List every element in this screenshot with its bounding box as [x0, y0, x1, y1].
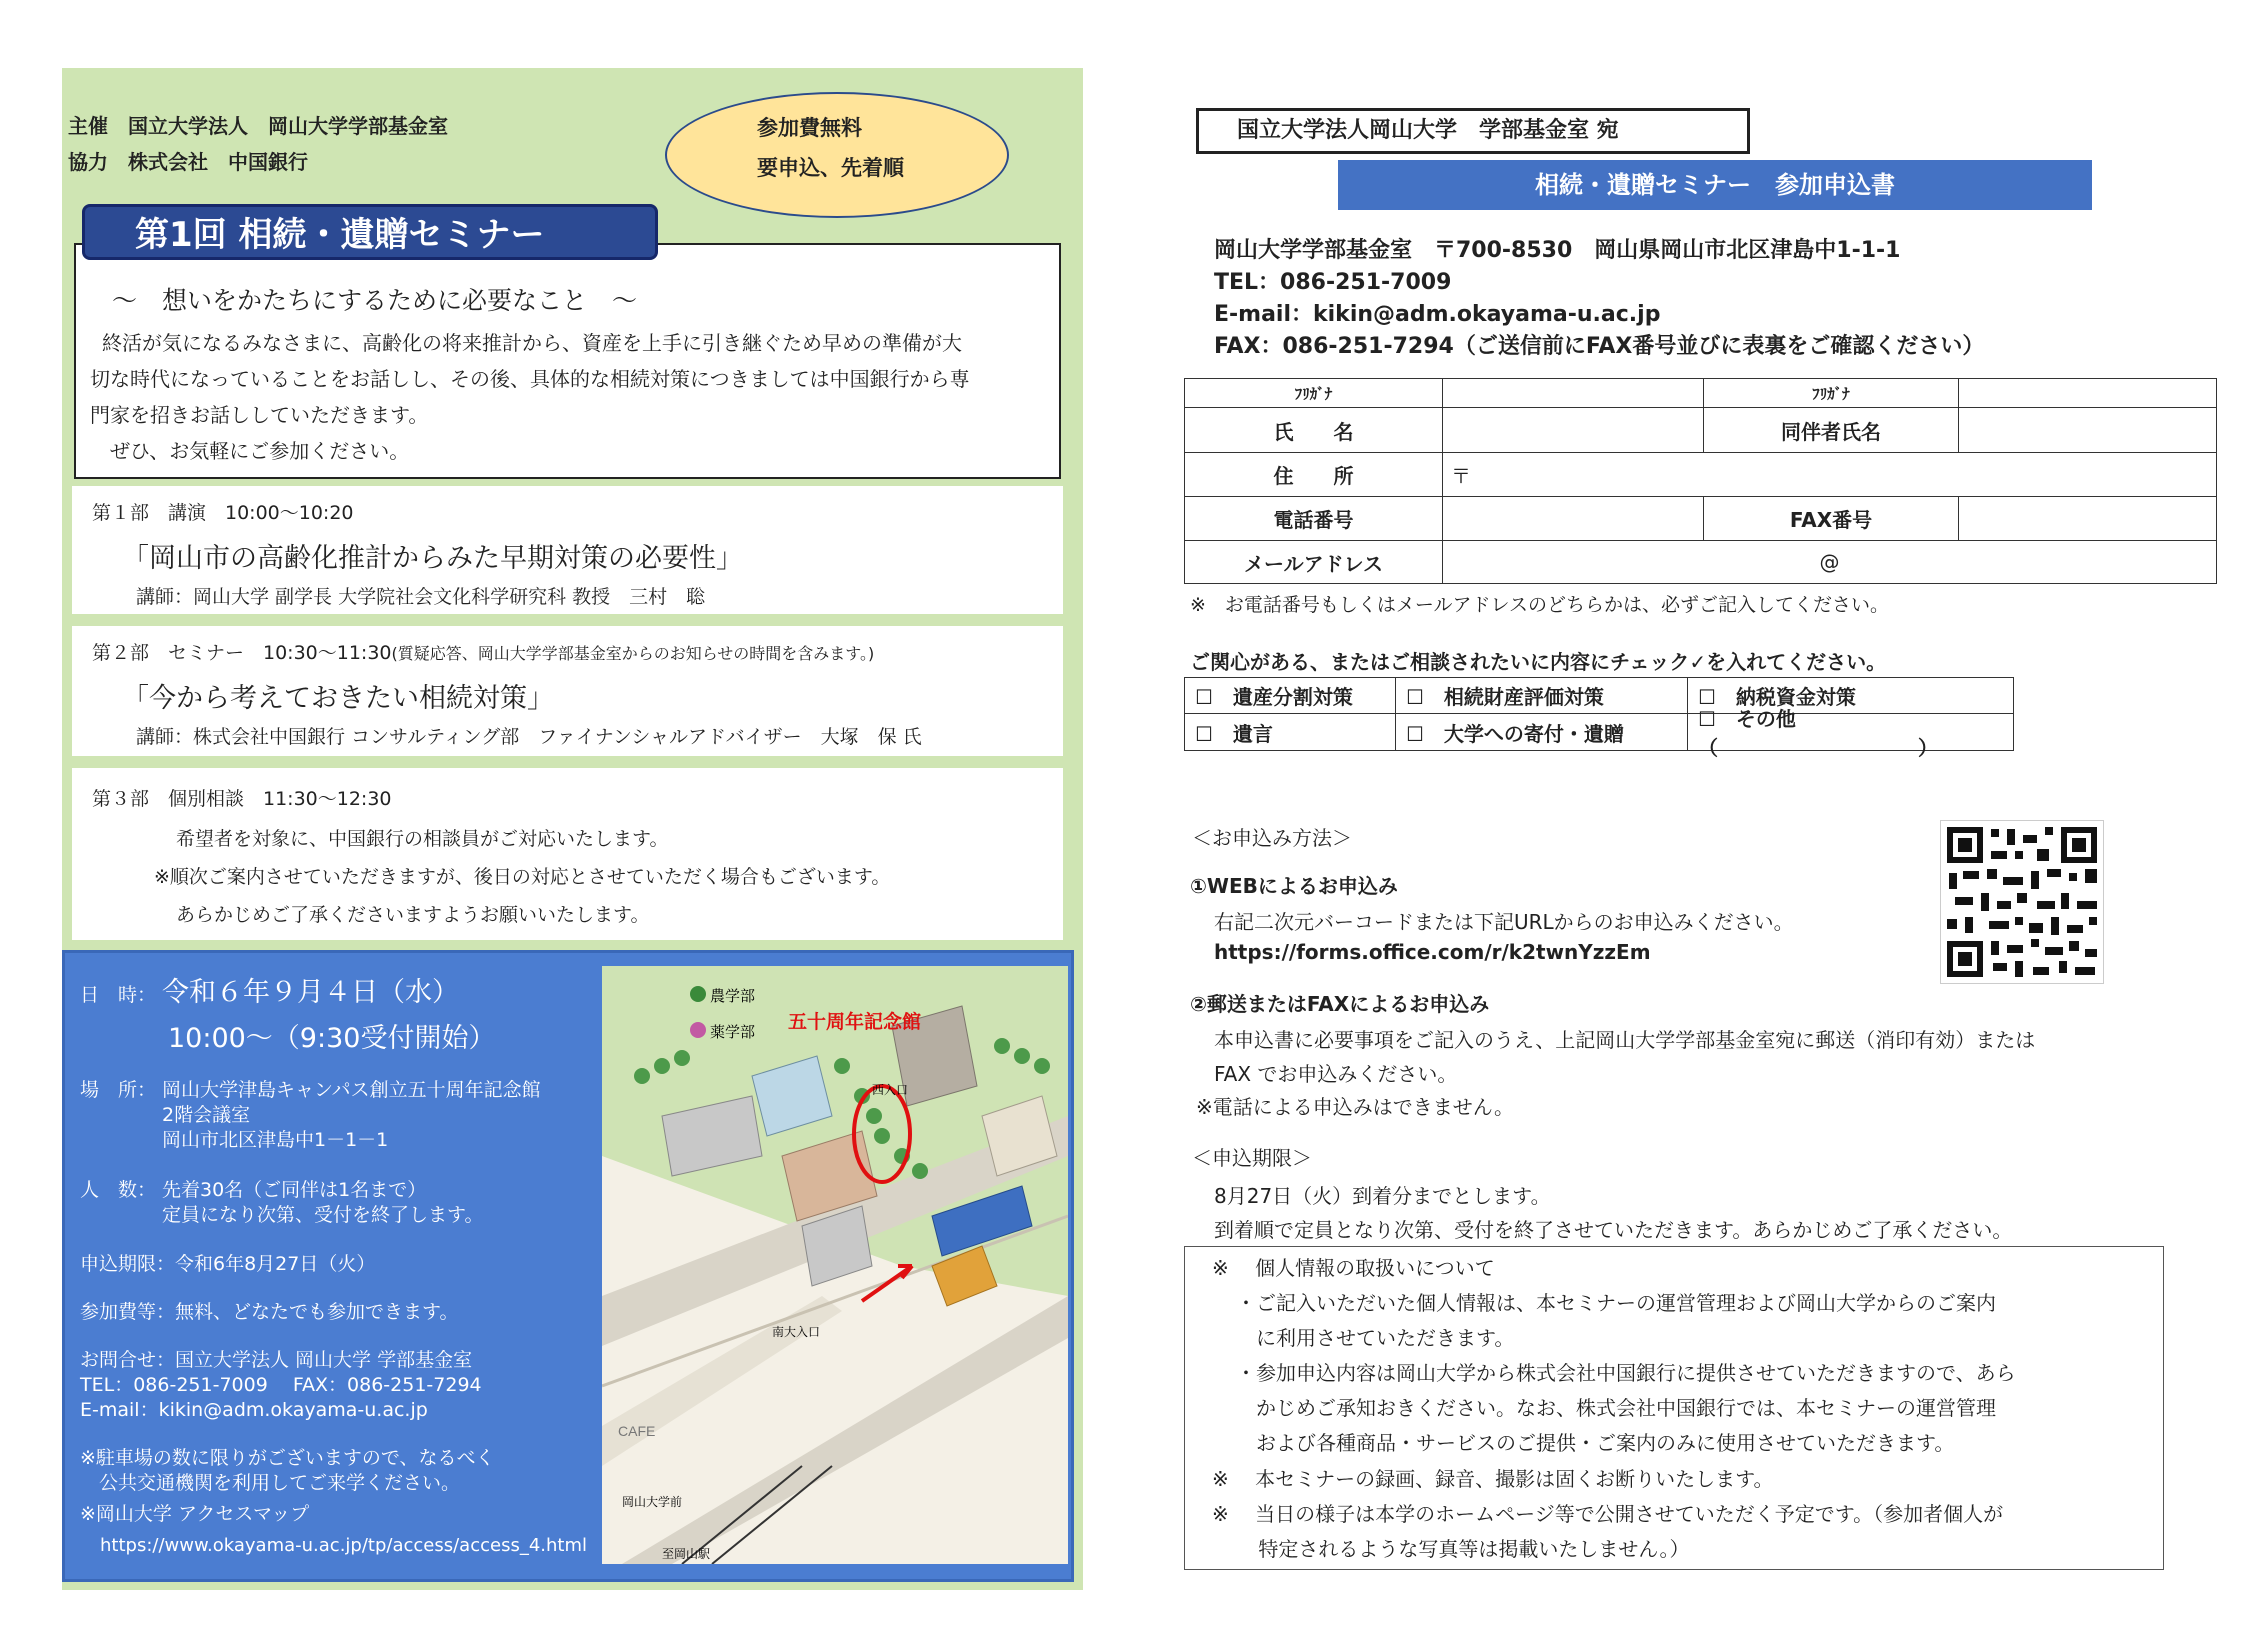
deadline-line-2: 到着順で定員となり次第、受付を終了させていただきます。あらかじめご了承ください。 [1214, 1218, 2013, 1242]
table-note: ※ お電話番号もしくはメールアドレスのどちらかは、必ずご記入してください。 [1190, 594, 1889, 616]
companion-label: 同伴者氏名 [1703, 407, 1959, 453]
checkbox-other[interactable]: ☐ その他（ ） [1687, 713, 2014, 751]
privacy-line-4: ・参加申込内容は岡山大学から株式会社中国銀行に提供させていただきますので、あら [1236, 1361, 2016, 1385]
contact-line-3: E-mail：kikin@adm.okayama-u.ac.jp [80, 1399, 428, 1421]
form-contact-line-2: TEL：086-251-7009 [1214, 270, 1452, 295]
parking-line-2: 公共交通機関を利用してご来学ください。 [80, 1472, 461, 1494]
place-line-2: 2階会議室 [162, 1104, 251, 1126]
interest-heading: ご関心がある、またはご相談されたいに内容にチェック✓を入れてください。 [1190, 650, 1887, 674]
qr-code[interactable] [1940, 820, 2104, 984]
form-contact-line-1: 岡山大学学部基金室 〒700-8530 岡山県岡山市北区津島中1-1-1 [1214, 238, 1901, 263]
companion-furigana-label: ﾌﾘｶﾞﾅ [1703, 378, 1959, 408]
capacity-line-1: 先着30名（ご同伴は1名まで） [162, 1179, 427, 1201]
checkbox-inheritance-division[interactable]: ☐ 遺産分割対策 [1184, 677, 1396, 714]
address-label: 住 所 [1184, 452, 1443, 497]
name-input[interactable] [1442, 407, 1704, 453]
web-heading: ①WEBによるお申込み [1190, 874, 1398, 898]
seminar-title: 第1回 相続・遺贈セミナー [82, 204, 658, 260]
cooperation-text: 協力 株式会社 中国銀行 [68, 150, 308, 174]
intro-box [74, 243, 1061, 479]
part3-section [72, 768, 1063, 940]
furigana-label: ﾌﾘｶﾞﾅ [1184, 378, 1443, 408]
badge-line-1: 参加費無料 [757, 116, 862, 140]
part1-section [72, 486, 1063, 614]
access-url[interactable]: https://www.okayama-u.ac.jp/tp/access/access_4.html [100, 1535, 588, 1556]
campus-map-drawing [602, 966, 1068, 1564]
part2-time-note: (質疑応答、岡山大学学部基金室からのお知らせの時間を含みます。) [391, 644, 875, 663]
contact-line-1: お問合せ：国立大学法人 岡山大学 学部基金室 [80, 1349, 473, 1371]
place-line-3: 岡山市北区津島中1－1－1 [162, 1129, 389, 1151]
map-label-bottom: 至岡山駅 [662, 1547, 711, 1561]
phone-input[interactable] [1442, 496, 1704, 541]
email-input[interactable]: @ [1442, 540, 2217, 584]
fax-input[interactable] [1958, 496, 2217, 541]
mail-line-2: FAX でお申込みください。 [1214, 1062, 1458, 1086]
address-to-box: 国立大学法人岡山大学 学部基金室 宛 [1196, 108, 1750, 154]
intro-line-3: 門家を招きお話ししていただきます。 [90, 403, 429, 427]
part2-heading: 「今から考えておきたい相続対策」 [122, 683, 554, 714]
checkbox-tax-funds[interactable]: ☐ 納税資金対策 [1687, 677, 2014, 714]
web-text: 右記二次元バーコードまたは下記URLからのお申込みください。 [1214, 910, 1794, 934]
privacy-line-2: ・ご記入いただいた個人情報は、本セミナーの運営管理および岡山大学からのご案内 [1236, 1291, 1996, 1315]
capacity-line-2: 定員になり次第、受付を終了します。 [162, 1204, 484, 1226]
mail-line-1: 本申込書に必要事項をご記入のうえ、上記岡山大学学部基金室宛に郵送（消印有効）または [1214, 1028, 2036, 1052]
intro-line-4: ぜひ、お気軽にご参加ください。 [90, 439, 410, 463]
campus-map [602, 966, 1068, 1564]
date-label: 日 時： [80, 984, 157, 1006]
intro-line-2: 切な時代になっていることをお話しし、その後、具体的な相続対策につきましては中国銀行から専 [90, 367, 970, 391]
form-contact-line-4: FAX：086-251-7294（ご送信前にFAX番号並びに表裏をご確認ください） [1214, 334, 1985, 359]
address-input[interactable]: 〒 [1442, 452, 2217, 497]
time-value: 10:00～（9:30受付開始） [168, 1023, 496, 1054]
part3-line-1: 希望者を対象に、中国銀行の相談員がご対応いたします。 [176, 828, 669, 850]
deadline-heading: ＜申込期限＞ [1192, 1146, 1312, 1170]
part2-speaker: 講師：株式会社中国銀行 コンサルティング部 ファイナンシャルアドバイザー 大塚 保 氏 [136, 726, 922, 748]
map-label-hall: 五十周年記念館 [788, 1012, 922, 1033]
seminar-subtitle: ～ 想いをかたちにするために必要なこと ～ [112, 286, 638, 315]
place-line-1: 岡山大学津島キャンパス創立五十周年記念館 [162, 1079, 541, 1101]
intro-line-1: 終活が気になるみなさまに、高齢化の将来推計から、資産を上手に引き継ぐため早めの準備が大 [82, 331, 962, 355]
contact-line-2: TEL：086-251-7009 FAX：086-251-7294 [80, 1374, 482, 1396]
mail-line-3: ※電話による申込みはできません。 [1196, 1095, 1514, 1119]
web-url[interactable]: https://forms.office.com/r/k2twnYzzEm [1214, 940, 1651, 964]
privacy-line-1: ※ 個人情報の取扱いについて [1212, 1256, 1495, 1280]
privacy-line-9: 特定されるような写真等は掲載いたしません。） [1212, 1537, 1690, 1561]
privacy-line-8: ※ 当日の様子は本学のホームページ等で公開させていただく予定です。（参加者個人が [1212, 1502, 2004, 1526]
map-label-yakugaku: 薬学部 [710, 1024, 756, 1041]
map-label-entrance: 西入口 [872, 1083, 909, 1097]
companion-furigana-input[interactable] [1958, 378, 2217, 408]
capacity-label: 人 数： [80, 1179, 157, 1201]
furigana-input[interactable] [1442, 378, 1704, 408]
free-admission-badge [665, 92, 1009, 218]
method-heading: ＜お申込み方法＞ [1192, 826, 1352, 850]
part3-time: 第３部 個別相談 11:30～12:30 [92, 788, 392, 810]
qr-code-image [1941, 821, 2103, 983]
part2-time [92, 638, 874, 665]
form-title: 相続・遺贈セミナー 参加申込書 [1338, 160, 2092, 210]
map-label-south-gate: 南大入口 [772, 1325, 821, 1339]
part1-time: 第１部 講演 10:00～10:20 [92, 502, 354, 524]
badge-line-2: 要申込、先着順 [757, 156, 904, 180]
part2-section [72, 626, 1063, 756]
part3-line-3: あらかじめご了承くださいますようお願いいたします。 [176, 904, 650, 926]
map-label-cafe: CAFE [618, 1423, 656, 1439]
deadline-line-1: 8月27日（火）到着分までとします。 [1214, 1184, 1551, 1208]
email-label: メールアドレス [1184, 540, 1443, 584]
fax-label: FAX番号 [1703, 496, 1959, 541]
place-label: 場 所： [80, 1079, 157, 1101]
part3-line-2: ※順次ご案内させていただきますが、後日の対応とさせていただく場合もございます。 [154, 866, 891, 888]
privacy-line-3: に利用させていただきます。 [1236, 1326, 1515, 1350]
part2-time-main: 第２部 セミナー 10:30～11:30 [92, 642, 392, 664]
privacy-line-6: および各種商品・サービスのご提供・ご案内のみに使用させていただきます。 [1236, 1431, 1955, 1455]
checkbox-asset-valuation[interactable]: ☐ 相続財産評価対策 [1395, 677, 1688, 714]
privacy-line-5: かじめご承知おきください。なお、株式会社中国銀行では、本セミナーの運営管理 [1236, 1396, 1996, 1420]
mail-heading: ②郵送またはFAXによるお申込み [1190, 992, 1490, 1016]
deadline-info: 申込期限：令和6年8月27日（火） [80, 1253, 376, 1275]
checkbox-will[interactable]: ☐ 遺言 [1184, 713, 1396, 751]
checkbox-university-donation[interactable]: ☐ 大学への寄付・遺贈 [1395, 713, 1688, 751]
part1-heading: 「岡山市の高齢化推計からみた早期対策の必要性」 [122, 543, 743, 574]
form-contact-line-3[interactable]: E-mail：kikin@adm.okayama-u.ac.jp [1214, 302, 1661, 327]
parking-line-1: ※駐車場の数に限りがございますので、なるべく [80, 1447, 495, 1469]
organizer-text: 主催 国立大学法人 岡山大学学部基金室 [68, 114, 448, 138]
phone-label: 電話番号 [1184, 496, 1443, 541]
date-value: 令和６年９月４日（水） [162, 977, 459, 1008]
map-label-nougaku: 農学部 [710, 988, 756, 1005]
access-label: ※岡山大学 アクセスマップ [80, 1503, 310, 1525]
fee-info: 参加費等：無料、どなたでも参加できます。 [80, 1301, 459, 1323]
companion-input[interactable] [1958, 407, 2217, 453]
map-label-station: 岡山大学前 [622, 1495, 683, 1509]
part1-speaker: 講師：岡山大学 副学長 大学院社会文化科学研究科 教授 三村 聡 [136, 586, 706, 608]
name-label: 氏 名 [1184, 407, 1443, 453]
privacy-line-7: ※ 本セミナーの録画、録音、撮影は固くお断りいたします。 [1212, 1467, 1774, 1491]
